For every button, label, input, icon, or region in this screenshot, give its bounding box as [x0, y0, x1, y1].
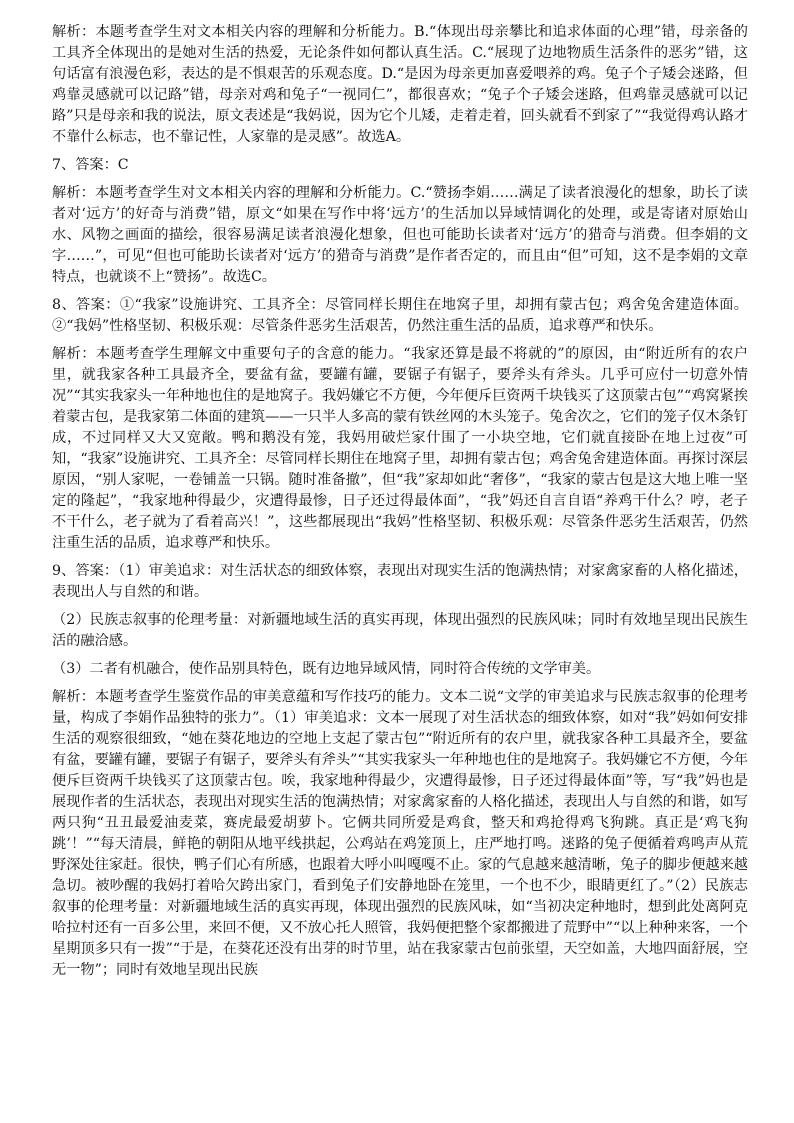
document-page — [52, 22, 748, 988]
analysis-paragraph-8: 解析：本题考查学生理解文中重要句子的含意的能力。“我家还算是最不将就的”的原因，由“附近所有的农户里，就我家各种工具最齐全，要盆有盆，要罐有罐，要锯子有锯子，要斧头有斧头。几乎可应付一切意外情况”“其实我家头一年种地也住的是地窝子。我妈嫌它不方便，今年便斥巨资两千块钱买了这顶蒙古包”“鸡窝紧挨着蒙古包，是我家第二体面的建筑——一只半人多高的蒙有铁丝网的木头笼子。兔舍次之，它们的笼子仅木条钉成，不过同样又大又宽敞。鸭和鹅没有笼，我妈用破烂家什围了一小块空地，它们就直接卧在地上过夜”可知，“我家”设施讲究、工具齐全：尽管同样长期住在地窝子里，却拥有蒙古包；鸡舍兔舍建造体面。再探讨深层原因，“别人家呢，一卷铺盖一只锅。随时准备撤”，但“我”家却如此“奢侈”，“我家的蒙古包是这大地上唯一坚定的隆起”，“我家地种得最少，灾遭得最惨，日子还过得最体面”，“我”妈还自言自语“养鸡干什么？哼，老子不干什么，老子就为了看着高兴！”，这些都展现出“我妈”性格坚韧、积极乐观：尽管条件恶劣生活艰苦，仍然注重生活的品质，追求尊严和快乐。 — [52, 346, 748, 551]
answer-9-part-2: （2）民族志叙事的伦理考量：对新疆地域生活的真实再现，体现出强烈的民族风味；同时有效地呈现出民族生活的融洽感。 — [52, 612, 748, 649]
answer-9-part-3: （3）二者有机融合，使作品别具特色，既有边地异域风情，同时符合传统的文学审美。 — [52, 661, 601, 677]
answer-8: 8、答案：①“我家”设施讲究、工具齐全：尽管同样长期住在地窝子里，却拥有蒙古包；鸡舍兔舍建造体面。②“我妈”性格坚韧、积极乐观：尽管条件恶劣生活艰苦，仍然注重生活的品质，追求尊严和快乐。 — [52, 297, 748, 334]
analysis-paragraph-9: 解析：本题考查学生鉴赏作品的审美意蕴和写作技巧的能力。文本二说“文学的审美追求与民族志叙事的伦理考量，构成了李娟作品独特的张力”。（1）审美追求：文本一展现了对生活状态的细致体察，如对“我”妈如何安排生活的观察很细致，“她在葵花地边的空地上支起了蒙古包”“附近所有的农户里，就我家各种工具最齐全，要盆有盆，要罐有罐，要锯子有锯子，要斧头有斧头”“其实我家头一年种地也住的是地窝子。我妈嫌它不方便，今年便斥巨资两千块钱买了这顶蒙古包。唉，我家地种得最少，灾遭得最惨，日子还过得最体面”等，写“我”妈也是展现作者的生活状态，表现出对现实生活的饱满热情；对家禽家畜的人格化描述，表现出人与自然的和谐，如写两只狗“丑丑最爱油麦菜，赛虎最爱胡萝卜。它俩共同所爱是鸡食，整天和鸡抢得鸡飞狗跳。真正是‘鸡飞狗跳’！”“每天清晨，鲜艳的朝阳从地平线拱起，公鸡站在鸡笼顶上，庄严地打鸣。迷路的兔子便循着鸡鸣声从荒野深处往家赶。很快，鸭子们心有所感，也跟着大呼小叫嘎嘎不止。家的气息越来越清晰，兔子的脚步便越来越急切。被吵醒的我妈打着哈欠跨出家门，看到兔子们安静地卧在笼里，一个也不少，眼睛更红了。”（2）民族志叙事的伦理考量：对新疆地域生活的真实再现，体现出强烈的民族风味，如“当初决定种地时，想到此处离阿克哈拉村还有一百多公里，来回不便，又不放心托人照管，我妈便把整个家都搬进了荒野中”“以上种种来客，一个星期顶多只有一拨”“于是，在葵花还没有出芽的时节里，站在我家蒙古包前张望，天空如盖，大地四面舒展，空无一物”；同时有效地呈现出民族 — [52, 689, 748, 978]
analysis-paragraph-6: 解析：本题考查学生对文本相关内容的理解和分析能力。B.“体现出母亲攀比和追求体面的心理”错，母亲备的工具齐全体现出的是她对生活的热爱，无论条件如何都认真生活。C.“展现了边地物质生活条件的恶劣”错，这句话富有浪漫色彩，表达的是不惧艰苦的乐观态度。D.“是因为母亲更加喜爱喂养的鸡。兔子个子矮会迷路，但鸡靠灵感就可以记路”错，母亲对鸡和兔子“一视同仁”，都很喜欢；“兔子个子矮会迷路，但鸡靠灵感就可以记路”只是母亲和我的说法，原文表述是“我妈说，因为它个儿矮，走着走着，回头就看不到家了”“我觉得鸡认路才不靠什么标志，也不靠记性，人家靠的是灵感”。故选A。 — [52, 24, 748, 145]
answer-7: 7、答案：C — [52, 157, 129, 173]
analysis-paragraph-7: 解析：本题考查学生对文本相关内容的理解和分析能力。C.“赞扬李娟……满足了读者浪漫化的想象，助长了读者对‘远方’的好奇与消费”错，原文“如果在写作中将‘远方’的生活加以异域情调化的处理，或是寄诸对原始山水、风物之画面的描绘，很容易满足读者浪漫化想象，但也可能助长读者对‘远方’的猎奇与消费。但李娟的文字……”，可见“但也可能助长读者对‘远方’的猎奇与消费”是作者否定的，而且由“但”可知，这不是李娟的文章特点，也就谈不上“赞扬”。故选C。 — [52, 185, 748, 285]
answer-9-part-1: 9、答案：（1）审美追求：对生活状态的细致体察，表现出对现实生活的饱满热情；对家禽家畜的人格化描述，表现出人与自然的和谐。 — [52, 563, 748, 600]
